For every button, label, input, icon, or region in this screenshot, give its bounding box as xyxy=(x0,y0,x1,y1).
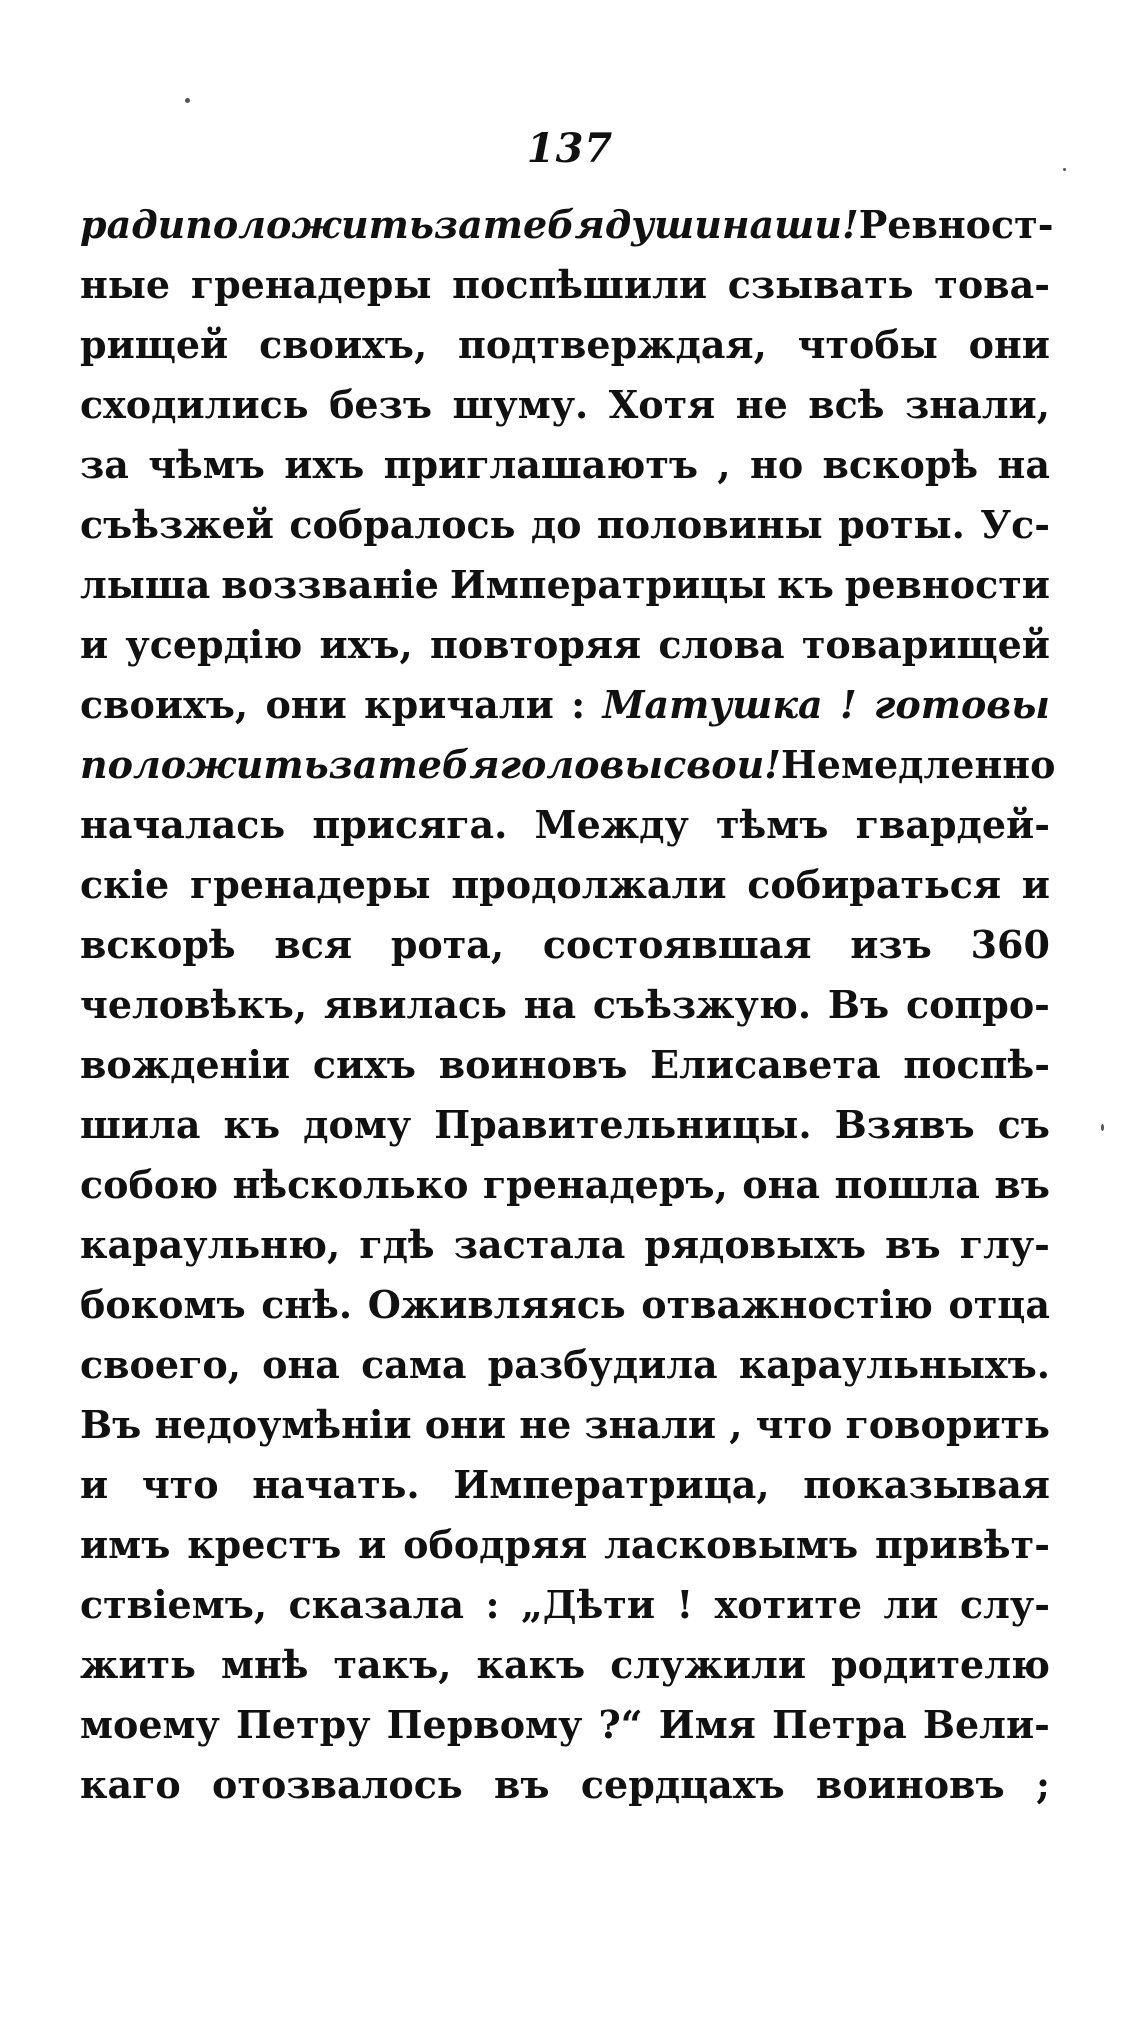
word: присяга. xyxy=(312,802,508,847)
word: гренадеры xyxy=(189,862,431,907)
word: ; xyxy=(1035,1762,1050,1807)
word: на xyxy=(997,442,1050,487)
word: на xyxy=(523,982,577,1027)
word: Ревност- xyxy=(858,202,1054,247)
word: не xyxy=(735,382,788,427)
text-line xyxy=(80,735,1056,795)
word: Петру xyxy=(236,1702,371,1747)
word: ласковымъ xyxy=(604,1522,859,1567)
word: , xyxy=(729,1402,743,1447)
word: и xyxy=(358,1522,387,1567)
word: подтверждая, xyxy=(458,322,767,367)
text-line xyxy=(80,975,1050,1035)
word: „Дѣти xyxy=(520,1582,656,1627)
word: ! xyxy=(840,682,857,727)
word: Между xyxy=(534,802,689,847)
word: Немедленно xyxy=(780,742,1056,787)
text-line xyxy=(80,675,1050,735)
word: моему xyxy=(80,1702,220,1747)
word: караульню, xyxy=(80,1222,341,1267)
word: ! xyxy=(842,202,859,247)
word: положить xyxy=(80,742,329,787)
word: они xyxy=(424,1402,507,1447)
word: Оживляясь xyxy=(367,1282,626,1327)
word: ?“ xyxy=(598,1702,643,1747)
word: ли xyxy=(883,1582,939,1627)
word: души xyxy=(604,202,722,247)
text-line xyxy=(80,1515,1050,1575)
print-speck xyxy=(1101,1124,1104,1131)
text-line xyxy=(80,1335,1050,1395)
word: това- xyxy=(934,262,1050,307)
text-line xyxy=(80,1215,1050,1275)
word: ради xyxy=(80,202,186,247)
word: имъ xyxy=(80,1522,171,1567)
text-line xyxy=(80,855,1050,915)
text-line xyxy=(80,1035,1050,1095)
word: Вели- xyxy=(922,1702,1050,1747)
word: что xyxy=(141,1462,219,1507)
word: лыша xyxy=(80,562,211,607)
word: ихъ, xyxy=(319,622,413,667)
body-text xyxy=(80,195,1056,1815)
text-line xyxy=(80,615,1050,675)
word: жить xyxy=(80,1642,196,1687)
word: тебя xyxy=(482,202,605,247)
word: дому xyxy=(303,1102,412,1147)
text-line xyxy=(80,555,1050,615)
word: наши xyxy=(721,202,843,247)
word: отца xyxy=(948,1282,1050,1327)
text-line xyxy=(80,1575,1050,1635)
word: поспѣшили xyxy=(452,262,708,307)
word: , xyxy=(717,442,731,487)
word: за xyxy=(328,742,378,787)
word: своихъ, xyxy=(259,322,428,367)
text-line xyxy=(80,1695,1050,1755)
word: Елисавета xyxy=(650,1042,881,1087)
word: гренадеры xyxy=(190,262,432,307)
word: Въ xyxy=(827,982,890,1027)
word: товарищей xyxy=(801,622,1050,667)
word: съ xyxy=(997,1102,1050,1147)
word: ные xyxy=(80,262,171,307)
word: привѣт- xyxy=(874,1522,1050,1567)
word: крестъ xyxy=(187,1522,342,1567)
word: какъ xyxy=(476,1642,586,1687)
word: сопро- xyxy=(905,982,1050,1027)
word: ихъ xyxy=(284,442,365,487)
text-line xyxy=(80,1275,1050,1335)
word: не xyxy=(519,1402,572,1447)
word: Императрицы xyxy=(449,562,767,607)
word: вся xyxy=(274,922,353,967)
word: кричали xyxy=(364,682,554,727)
word: человѣкъ, xyxy=(80,982,308,1027)
word: они xyxy=(968,322,1050,367)
print-speck xyxy=(185,98,190,103)
word: бокомъ xyxy=(80,1282,246,1327)
word: 360 xyxy=(970,922,1050,967)
word: рота, xyxy=(390,922,505,967)
word: Ус- xyxy=(980,502,1050,547)
word: такъ, xyxy=(333,1642,452,1687)
word: Первому xyxy=(386,1702,583,1747)
word: воиновъ xyxy=(815,1762,1005,1807)
word: хотите xyxy=(714,1582,863,1627)
word: повторяя xyxy=(429,622,642,667)
word: всѣ xyxy=(808,382,885,427)
word: роты. xyxy=(838,502,965,547)
word: показывая xyxy=(803,1462,1050,1507)
text-line xyxy=(80,1155,1050,1215)
word: своихъ, xyxy=(80,682,249,727)
word: гренадеръ, xyxy=(482,1162,728,1207)
word: до xyxy=(530,502,582,547)
word: за xyxy=(433,202,483,247)
word: сходились xyxy=(80,382,309,427)
word: шила xyxy=(80,1102,201,1147)
word: начать. xyxy=(252,1462,420,1507)
word: глу- xyxy=(959,1222,1050,1267)
word: слова xyxy=(658,622,785,667)
word: за xyxy=(80,442,129,487)
text-line xyxy=(80,915,1050,975)
word: продолжали xyxy=(451,862,727,907)
word: : xyxy=(571,682,586,727)
word: началась xyxy=(80,802,286,847)
word: ревности xyxy=(844,562,1050,607)
word: она xyxy=(742,1162,821,1207)
word: вскорѣ xyxy=(822,442,979,487)
word: каго xyxy=(80,1762,181,1807)
word: свои xyxy=(663,742,765,787)
word: тебя xyxy=(377,742,500,787)
word: что xyxy=(755,1402,833,1447)
word: гдѣ xyxy=(359,1222,435,1267)
word: отозвалось xyxy=(212,1762,463,1807)
word: рищей xyxy=(80,322,229,367)
word: шуму. xyxy=(452,382,589,427)
word: Петра xyxy=(771,1702,907,1747)
word: : xyxy=(485,1582,500,1627)
word: ! xyxy=(676,1582,694,1627)
text-line xyxy=(80,1755,1050,1815)
text-line xyxy=(80,1455,1050,1515)
word: но xyxy=(750,442,804,487)
word: родителю xyxy=(831,1642,1050,1687)
word: безъ xyxy=(329,382,433,427)
word: явилась xyxy=(323,982,507,1027)
word: Въ xyxy=(80,1402,142,1447)
word: ствіемъ, xyxy=(80,1582,268,1627)
word: сказала xyxy=(288,1582,465,1627)
word: усердію xyxy=(125,622,303,667)
word: Хотя xyxy=(608,382,716,427)
word: половины xyxy=(596,502,823,547)
word: чтобы xyxy=(797,322,938,367)
text-line xyxy=(80,1395,1050,1455)
word: разбудила xyxy=(487,1342,718,1387)
word: собою xyxy=(80,1162,219,1207)
word: воззваніе xyxy=(221,562,439,607)
word: снѣ. xyxy=(261,1282,353,1327)
word: говорить xyxy=(845,1402,1050,1447)
print-speck xyxy=(1063,168,1066,171)
word: ! xyxy=(764,742,781,787)
text-line xyxy=(80,795,1050,855)
word: мнѣ xyxy=(220,1642,309,1687)
word: къ xyxy=(777,562,834,607)
word: приглашаютъ xyxy=(383,442,699,487)
word: съѣзжую. xyxy=(592,982,812,1027)
text-line xyxy=(80,1635,1050,1695)
word: знали, xyxy=(905,382,1050,427)
word: слу- xyxy=(959,1582,1050,1627)
text-line xyxy=(80,1095,1050,1155)
word: застала xyxy=(453,1222,626,1267)
text-line xyxy=(80,495,1050,555)
text-line xyxy=(80,255,1050,315)
word: поспѣ- xyxy=(903,1042,1050,1087)
word: состоявшая xyxy=(542,922,812,967)
word: въ xyxy=(994,1162,1050,1207)
word: рядовыхъ xyxy=(644,1222,867,1267)
word: къ xyxy=(223,1102,281,1147)
word: вскорѣ xyxy=(80,922,236,967)
word: ободряя xyxy=(403,1522,588,1567)
word: Правительницы. xyxy=(434,1102,812,1147)
word: гвардей- xyxy=(855,802,1050,847)
word: положить xyxy=(185,202,434,247)
word: сердцахъ xyxy=(580,1762,785,1807)
word: готовы xyxy=(874,682,1050,727)
word: и xyxy=(80,622,109,667)
word: сама xyxy=(361,1342,467,1387)
word: знали xyxy=(584,1402,717,1447)
word: сихъ xyxy=(312,1042,416,1087)
word: изъ xyxy=(850,922,932,967)
word: отважностію xyxy=(641,1282,933,1327)
text-line xyxy=(80,435,1050,495)
word: сзывать xyxy=(727,262,914,307)
word: она xyxy=(262,1342,340,1387)
word: въ xyxy=(885,1222,941,1267)
word: пошла xyxy=(834,1162,980,1207)
word: чѣмъ xyxy=(148,442,265,487)
word: головы xyxy=(499,742,664,787)
text-line xyxy=(80,315,1050,375)
word: Матушка xyxy=(602,682,823,727)
word: и xyxy=(80,1462,109,1507)
word: въ xyxy=(493,1762,550,1807)
word: воиновъ xyxy=(438,1042,628,1087)
word: собралось xyxy=(289,502,516,547)
word: Императрица, xyxy=(453,1462,770,1507)
word: Взявъ xyxy=(834,1102,975,1147)
word: и xyxy=(1021,862,1050,907)
word: вожденіи xyxy=(80,1042,291,1087)
word: своего, xyxy=(80,1342,241,1387)
word: собираться xyxy=(747,862,1002,907)
word: скіе xyxy=(80,862,170,907)
word: они xyxy=(265,682,347,727)
word: нѣсколько xyxy=(232,1162,469,1207)
word: тѣмъ xyxy=(716,802,829,847)
text-line xyxy=(80,375,1050,435)
word: Имя xyxy=(658,1702,756,1747)
page-number: 137 xyxy=(526,125,614,172)
word: караульныхъ. xyxy=(738,1342,1050,1387)
word: служили xyxy=(610,1642,807,1687)
word: недоумѣніи xyxy=(154,1402,412,1447)
word: съѣзжей xyxy=(80,502,274,547)
text-line xyxy=(80,195,1054,255)
